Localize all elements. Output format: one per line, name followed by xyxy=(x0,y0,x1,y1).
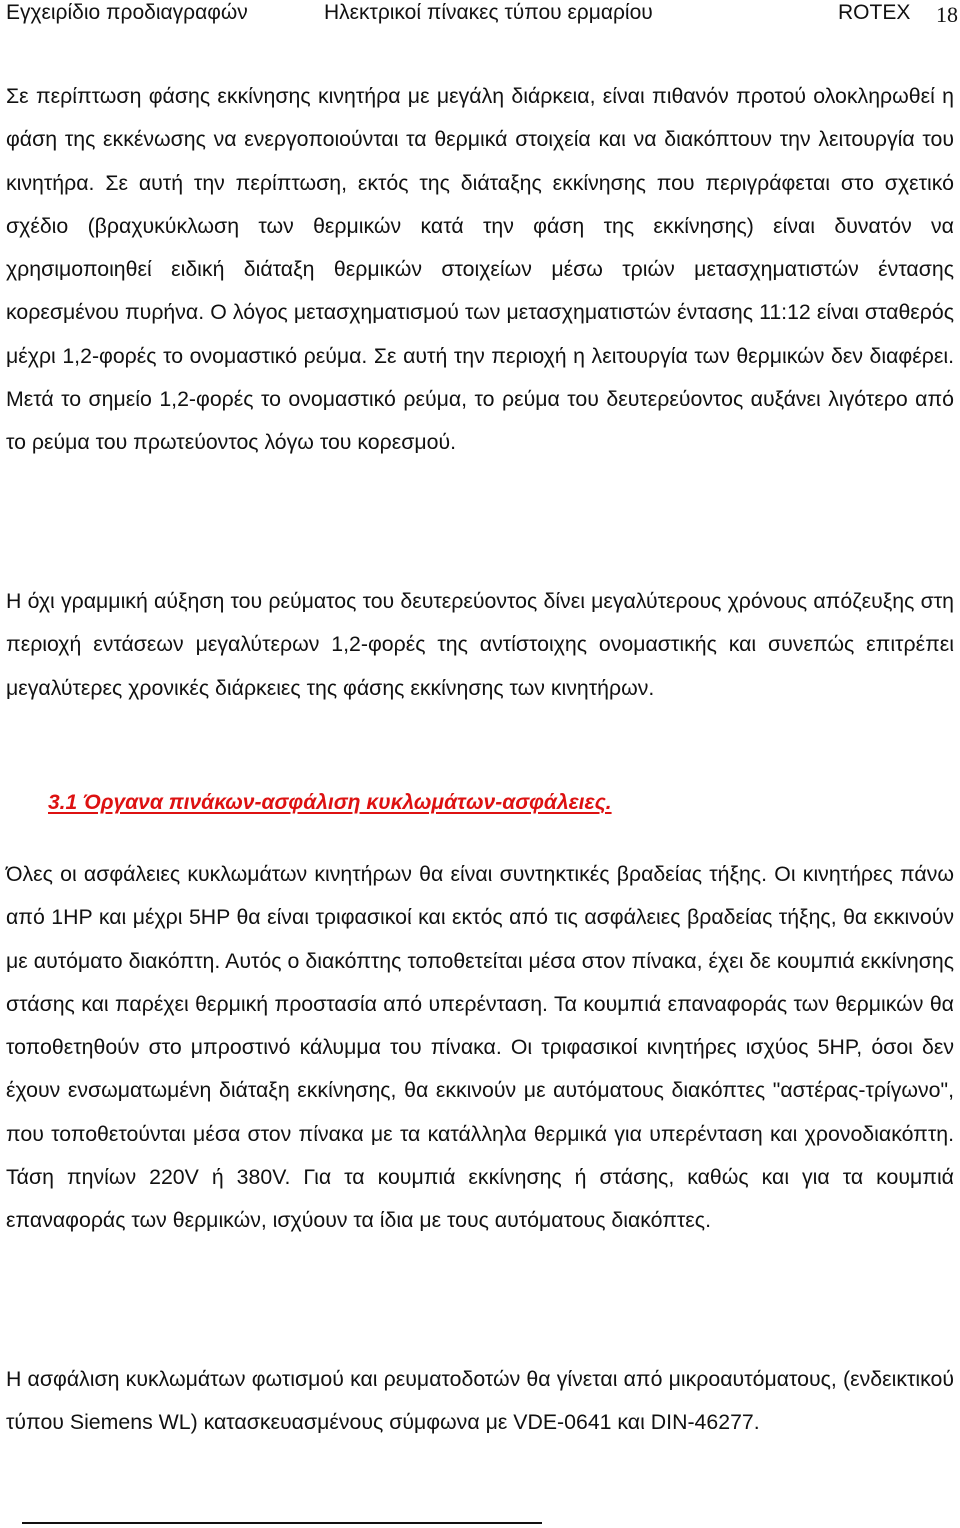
footnote-separator xyxy=(22,1522,542,1524)
page-number: 18 xyxy=(936,2,958,27)
paragraph-lighting-circuits: Η ασφάλιση κυκλωμάτων φωτισμού και ρευματοδοτών θα γίνεται από μικροαυτόματους, (ενδεικτικού τύπου Siemens WL) κατασκευασμένους σύμφωνα με VDE-0641 και DIN-46277. xyxy=(6,1367,954,1435)
paragraph-nonlinear-current: Η όχι γραμμική αύξηση του ρεύματος του δευτερεύοντος δίνει μεγαλύτερους χρόνους απόζευξης στη περιοχή εντάσεων μεγαλύτερων 1,2-φορές της αντίστοιχης ονομαστικής και συνεπώς επιτρέπει μεγαλύτερες χρονικές διάρκειες της φάσης εκκίνησης των κινητήρων. xyxy=(6,589,954,700)
header-manual-title: Εγχειρίδιο προδιαγραφών xyxy=(6,1,248,24)
paragraph-motor-fuses: Όλες οι ασφάλειες κυκλωμάτων κινητήρων θα είναι συντηκτικές βραδείας τήξης. Οι κινητήρες πάνω από 1HP και μέχρι 5HP θα είναι τριφασικοί και εκτός από τις ασφάλειες βραδείας τήξης, θα εκκινούν με αυτόματο διακόπτη. Αυτός ο διακόπτης τοποθετείται μέσα στον πίνακα, έχει δε κουμπιά εκκίνησης στάσης και παρέχει θερμική προστασία από υπερένταση. Τα κουμπιά επαναφοράς των θερμικών θα τοποθετηθούν στο μπροστινό κάλυμμα του πίνακα. Οι τριφασικοί κινητήρες ισχύος 5HP, όσοι δεν έχουν ενσωματωμένη διάταξη εκκίνησης, θα εκκινούν με αυτόματους διακόπτες "αστέρας-τρίγωνο", που τοποθετούνται μέσα στον πίνακα με τα κατάλληλα θερμικά για υπερένταση και χρονοδιακόπτη. Τάση πηνίων 220V ή 380V. Για τα κουμπιά εκκίνησης ή στάσης, καθώς και για τα κουμπιά επαναφοράς των θερμικών, ισχύουν τα ίδια με τους αυτόματους διακόπτες. xyxy=(6,862,954,1233)
page-header xyxy=(6,0,956,30)
section-heading: 3.1 Όργανα πινάκων-ασφάλιση κυκλωμάτων-ασφάλειες. xyxy=(48,791,612,814)
header-company-name: ROTEX xyxy=(838,1,911,24)
paragraph-motor-start-thermal: Σε περίπτωση φάσης εκκίνησης κινητήρα με μεγάλη διάρκεια, είναι πιθανόν προτού ολοκληρωθεί η φάση της εκκένωσης να ενεργοποιούνται τα θερμικά στοιχεία και να διακόπτουν την λειτουργία του κινητήρα. Σε αυτή την περίπτωση, εκτός της διάταξης εκκίνησης που περιγράφεται στο σχετικό σχέδιο (βραχυκύκλωση των θερμικών κατά την φάση της εκκίνησης) είναι δυνατόν να χρησιμοποιηθεί ειδική διάταξη θερμικών στοιχείων μέσω τριών μετασχηματιστών έντασης κορεσμένου πυρήνα. Ο λόγος μετασχηματισμού των μετασχηματιστών έντασης 11:12 είναι σταθερός μέχρι 1,2-φορές το ονομαστικό ρεύμα. Σε αυτή την περιοχή η λειτουργία των θερμικών δεν διαφέρει. Μετά το σημείο 1,2-φορές το ονομαστικό ρεύμα, το ρεύμα του δευτερεύοντος αυξάνει λιγότερο από το ρεύμα του πρωτεύοντος λόγω του κορεσμού. xyxy=(6,84,954,455)
header-document-subject: Ηλεκτρικοί πίνακες τύπου ερμαρίου xyxy=(324,1,653,24)
